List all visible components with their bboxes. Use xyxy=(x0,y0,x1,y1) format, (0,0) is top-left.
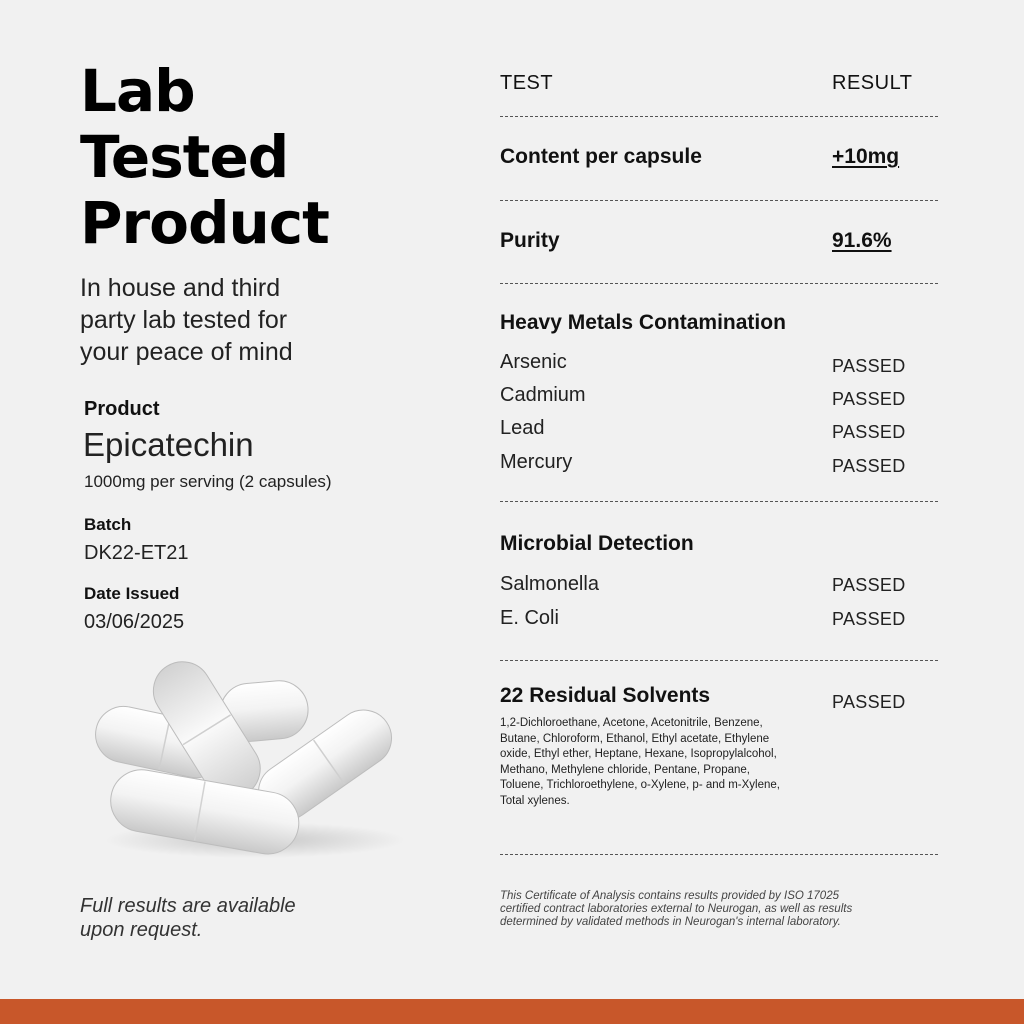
divider xyxy=(500,854,938,855)
footer-line: Full results are available xyxy=(80,895,296,917)
purity-label: Purity xyxy=(500,229,560,252)
ecoli-status: PASSED xyxy=(832,609,906,629)
lead-status: PASSED xyxy=(832,422,906,442)
page-title xyxy=(80,58,440,256)
mercury-label: Mercury xyxy=(500,451,573,473)
purity-value: 91.6% xyxy=(832,229,892,252)
batch-label: Batch xyxy=(84,515,132,534)
header-result: RESULT xyxy=(832,72,913,94)
solvents-list: 1,2-Dichloroethane, Acetone, Acetonitrile, Benzene, Butane, Chloroform, Ethanol, Ethyl acetate, Ethylene oxide, Ethyl ether, Heptane, Hexane, Isopropylalcohol, Methano, Methylene chloride, Pentane, Propane, Toluene, Trichloroethylene, o-Xylene, p- and m-Xylene, Total xylenes. xyxy=(500,717,780,807)
date-value: 03/06/2025 xyxy=(84,611,185,633)
mercury-status: PASSED xyxy=(832,456,906,476)
heavy-metals-title: Heavy Metals Contamination xyxy=(500,311,786,334)
product-serving: 1000mg per serving (2 capsules) xyxy=(84,472,332,491)
divider xyxy=(500,283,938,284)
arsenic-label: Arsenic xyxy=(500,351,567,373)
content-label: Content per capsule xyxy=(500,145,702,168)
cadmium-label: Cadmium xyxy=(500,384,586,406)
title-line: Product xyxy=(80,189,329,257)
salmonella-status: PASSED xyxy=(832,575,906,595)
divider xyxy=(500,501,938,502)
lead-label: Lead xyxy=(500,417,545,439)
subtitle xyxy=(80,272,380,368)
disclaimer-line: certified contract laboratories external to Neurogan, as well as results xyxy=(500,903,853,915)
product-name: Epicatechin xyxy=(83,426,254,463)
subtitle-line: party lab tested for xyxy=(80,306,288,334)
salmonella-label: Salmonella xyxy=(500,573,599,595)
divider xyxy=(500,660,938,661)
divider xyxy=(500,116,938,117)
title-line: Lab xyxy=(80,57,195,125)
subtitle-line: In house and third xyxy=(80,274,281,302)
microbial-title: Microbial Detection xyxy=(500,532,694,555)
batch-value: DK22-ET21 xyxy=(84,542,189,564)
content-value: +10mg xyxy=(832,145,900,168)
divider xyxy=(500,200,938,201)
arsenic-status: PASSED xyxy=(832,356,906,376)
disclaimer xyxy=(500,890,940,929)
solvents-title: 22 Residual Solvents xyxy=(500,684,711,707)
footer-line: upon request. xyxy=(80,919,203,941)
ecoli-label: E. Coli xyxy=(500,607,559,629)
subtitle-line: your peace of mind xyxy=(80,338,293,366)
disclaimer-line: determined by validated methods in Neurogan's internal laboratory. xyxy=(500,916,841,928)
date-label: Date Issued xyxy=(84,584,180,603)
cadmium-status: PASSED xyxy=(832,389,906,409)
solvents-status: PASSED xyxy=(832,692,906,712)
full-results-note xyxy=(80,894,380,942)
header-test: TEST xyxy=(500,72,554,94)
capsules-image xyxy=(80,640,420,870)
accent-bar xyxy=(0,999,1024,1024)
disclaimer-line: This Certificate of Analysis contains results provided by ISO 17025 xyxy=(500,890,839,902)
product-label: Product xyxy=(84,398,160,420)
title-line: Tested xyxy=(80,123,289,191)
